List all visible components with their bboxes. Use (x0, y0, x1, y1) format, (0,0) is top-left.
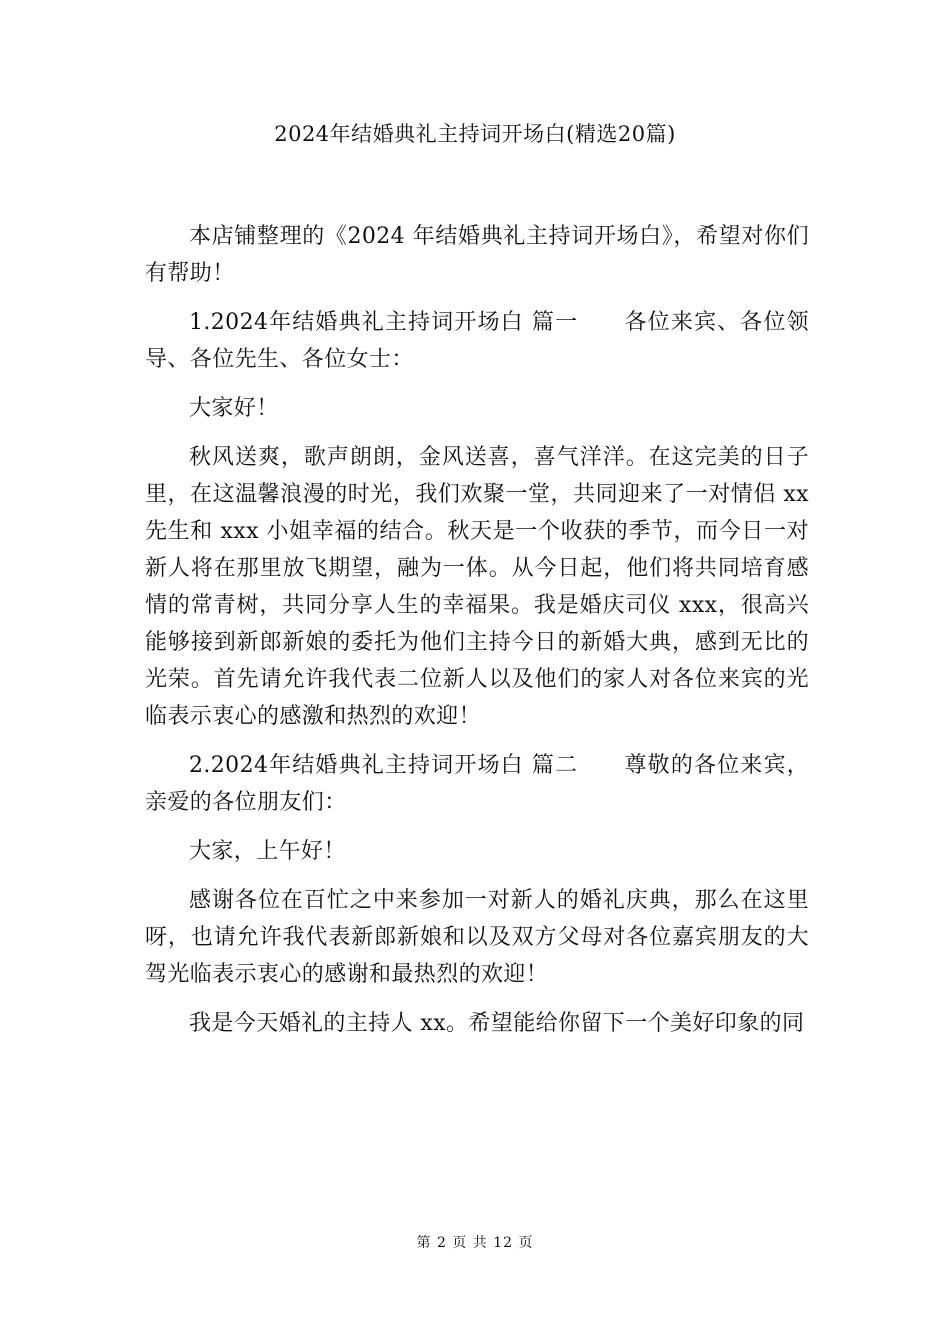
page-footer: 第 2 页 共 12 页 (416, 1235, 534, 1251)
greeting-paragraph: 大家好！ (189, 396, 279, 421)
section-2-body-paragraph: 感谢各位在百忙之中来参加一对新人的婚礼庆典，那么在这里呀，也请允许我代表新郎新娘和以及双方父母对各位嘉宾朋友的大驾光临表示衷心的感谢和最热烈的欢迎！ (145, 888, 809, 987)
section-1-heading-paragraph: 1.2024年结婚典礼主持词开场白 篇一 各位来宾、各位领导、各位先生、各位女士： (145, 310, 809, 372)
document-body (145, 218, 809, 1054)
section-1-body-paragraph: 秋风送爽，歌声朗朗，金风送喜，喜气洋洋。在这完美的日子里，在这温馨浪漫的时光，我们欢聚一堂，共同迎来了一对情侣 xx 先生和 xxx 小姐幸福的结合。秋天是一个收获的季节，而今日一对新人将在那里放飞期望，融为一体。从今日起，他们将共同培育感情的常青树，共同分享人生的幸福果。我是婚庆司仪 xxx，很高兴能够接到新郎新娘的委托为他们主持今日的新婚大典，感到无比的光荣。首先请允许我代表二位新人以及他们的家人对各位来宾的光临表示衷心的感激和热烈的欢迎！ (145, 445, 809, 729)
intro-paragraph: 本店铺整理的《2024 年结婚典礼主持词开场白》，希望对你们有帮助！ (145, 224, 809, 286)
document-title: 2024年结婚典礼主持词开场白(精选20篇) (274, 122, 676, 146)
greeting-paragraph: 大家，上午好！ (189, 839, 346, 864)
section-2-continued-paragraph: 我是今天婚礼的主持人 xx。希望能给你留下一个美好印象的同 (189, 1011, 805, 1036)
section-2-heading-paragraph: 2.2024年结婚典礼主持词开场白 篇二 尊敬的各位来宾，亲爱的各位朋友们： (145, 753, 809, 815)
